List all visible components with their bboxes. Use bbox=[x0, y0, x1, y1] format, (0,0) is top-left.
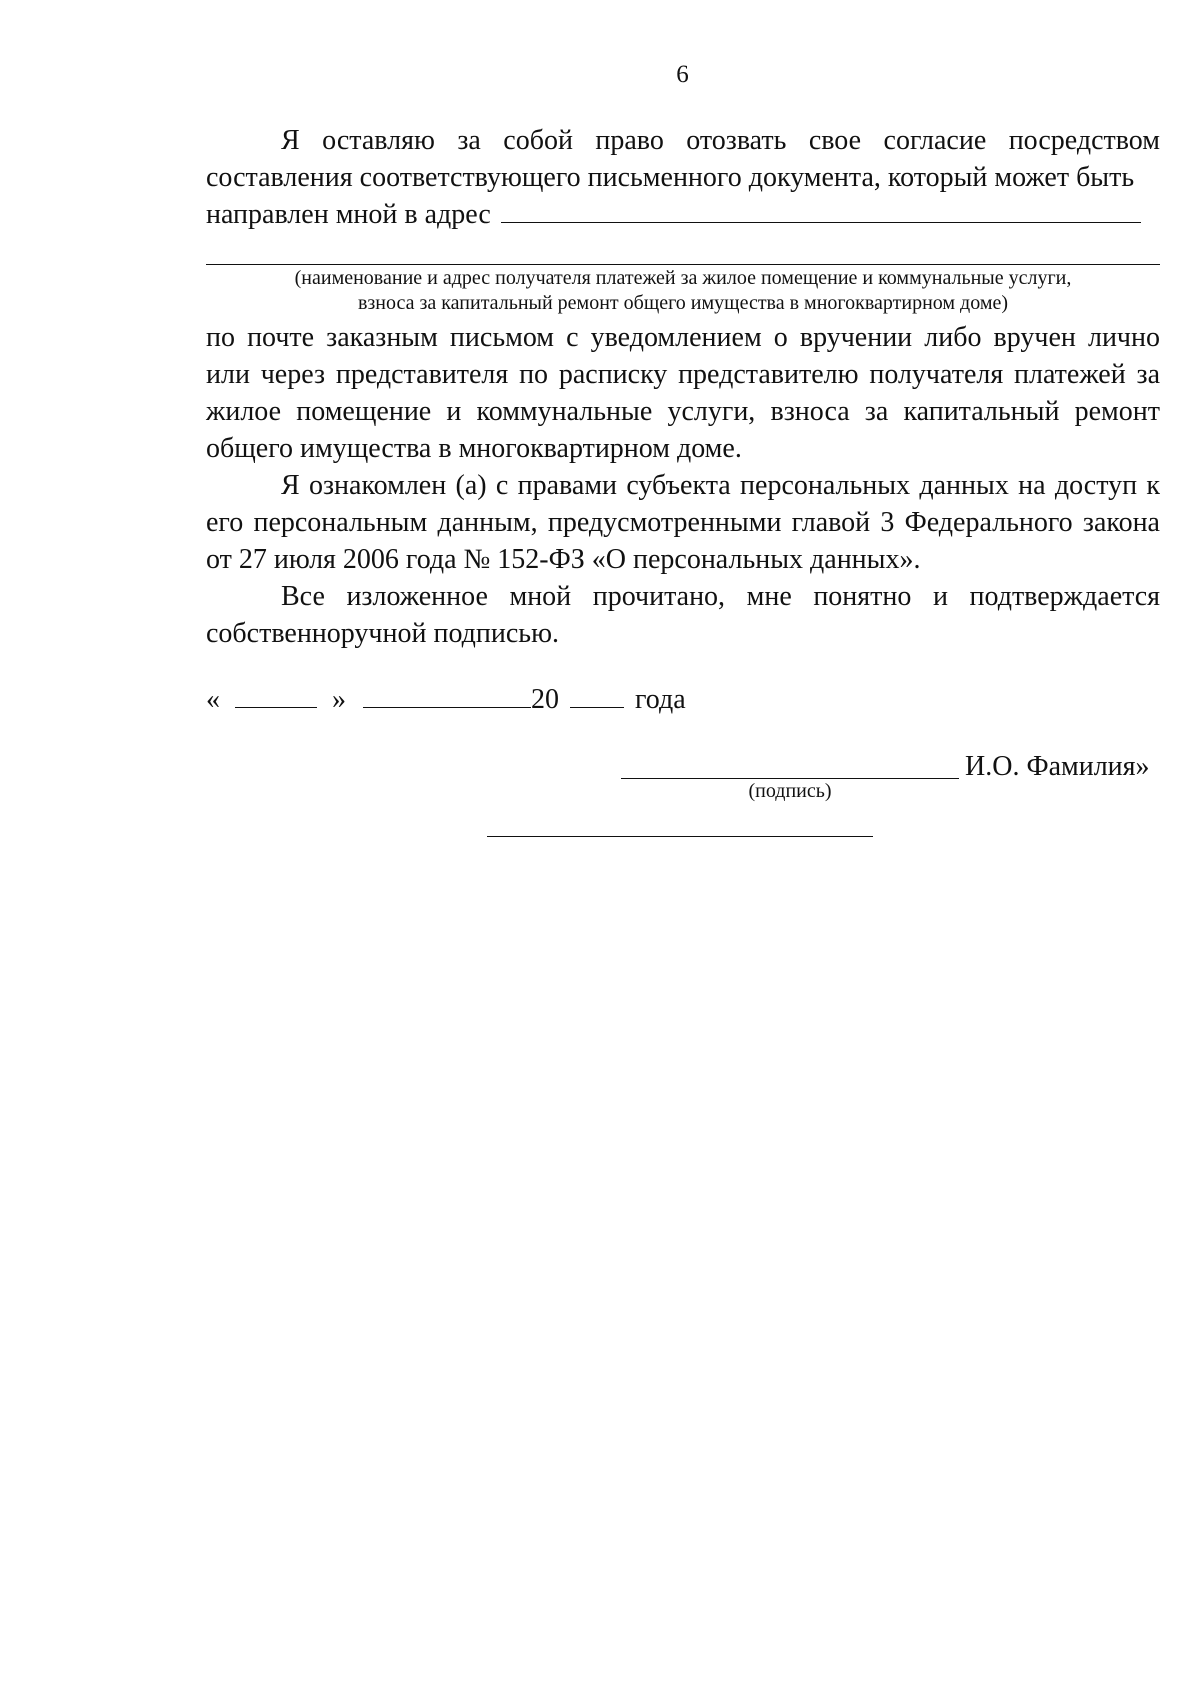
signature-name: И.О. Фамилия» bbox=[965, 751, 1150, 782]
month-blank[interactable] bbox=[363, 683, 531, 708]
delivery-paragraph: по почте заказным письмом с уведомлением о вручении либо вручен лично или через представителя по расписку представителю получателя платежей за жилое помещение и коммунальные услуги, взноса за капитальный ремонт общего имущества в многоквартирном доме. bbox=[206, 322, 1160, 464]
day-blank[interactable] bbox=[235, 683, 317, 708]
page-number: 6 bbox=[676, 61, 689, 88]
address-row bbox=[206, 196, 1160, 233]
date-close-quote: » bbox=[332, 684, 346, 715]
date-line bbox=[206, 681, 686, 718]
closing-separator-line bbox=[487, 836, 873, 837]
address-caption-line-2: взноса за капитальный ремонт общего имущества в многоквартирном доме) bbox=[357, 292, 1009, 314]
address-blank-line-2[interactable] bbox=[206, 264, 1160, 265]
address-blank-line[interactable] bbox=[501, 196, 1141, 223]
signature-caption: (подпись) bbox=[748, 780, 832, 802]
address-prefix: направлен мной в адрес bbox=[206, 199, 491, 230]
date-open-quote: « bbox=[206, 684, 220, 715]
year-century: 20 bbox=[531, 684, 559, 715]
address-caption-line-1: (наименование и адрес получателя платежей за жилое помещение и коммунальные услуги, bbox=[294, 267, 1072, 289]
year-blank[interactable] bbox=[570, 683, 624, 708]
acknowledged-paragraph: Я ознакомлен (а) с правами субъекта персональных данных на доступ к его персональным данным, предусмотренными главой 3 Федерального закона от 27 июля 2006 года № 152-ФЗ «О персональных данных». bbox=[206, 470, 1160, 575]
date-suffix: года bbox=[635, 684, 686, 715]
confirmed-paragraph: Все изложенное мной прочитано, мне понятно и подтверждается собственноручной подписью. bbox=[206, 581, 1160, 649]
revoke-paragraph: Я оставляю за собой право отозвать свое согласие посредством составления соответствующего письменного документа, который может быть bbox=[206, 125, 1160, 193]
